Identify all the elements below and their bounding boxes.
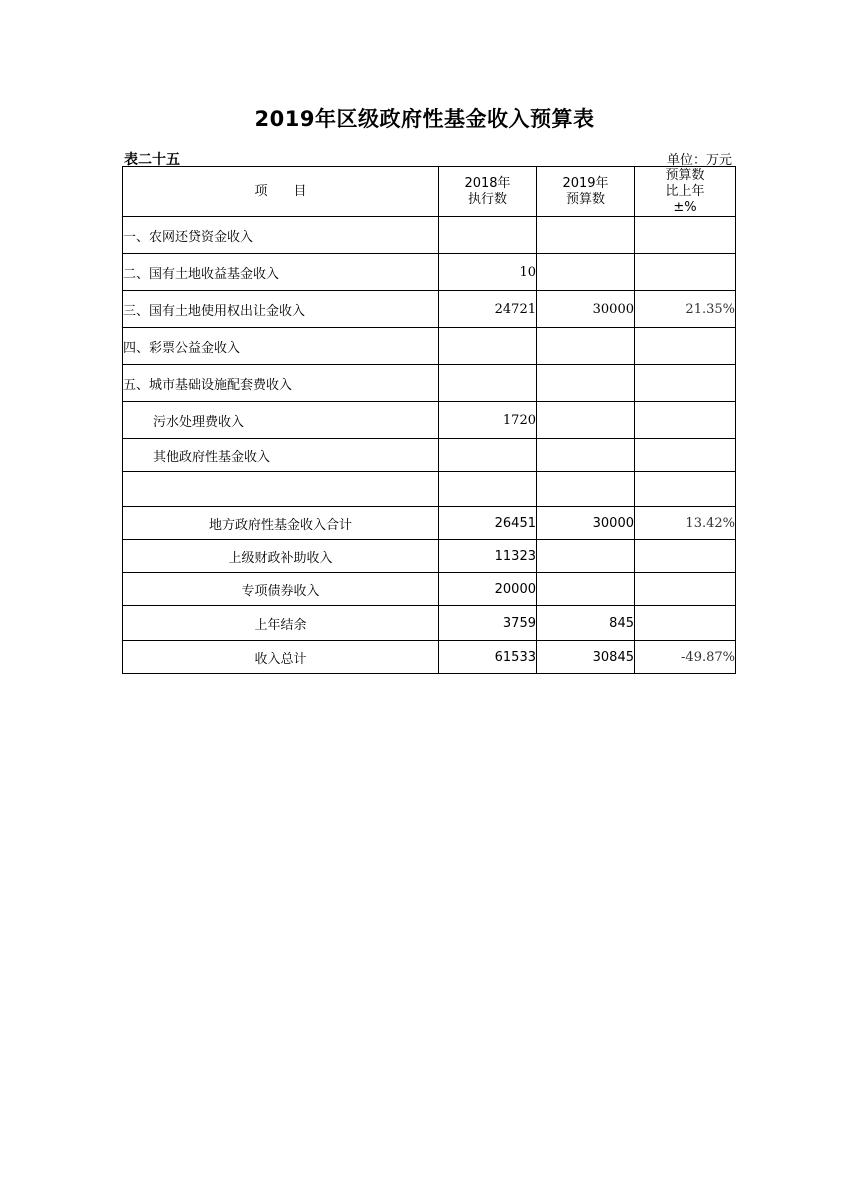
row-item: 污水处理费收入 (123, 402, 439, 439)
row-2018-value (439, 217, 537, 254)
row-item: 二、国有土地收益基金收入 (123, 254, 439, 291)
table-row (123, 540, 736, 573)
table-row (123, 291, 736, 328)
table-row (123, 328, 736, 365)
row-2018-value: 1720 (439, 402, 537, 439)
row-change (635, 402, 736, 439)
row-2019-value (537, 254, 635, 291)
row-change (635, 472, 736, 507)
row-change (635, 439, 736, 472)
row-2018-value (439, 328, 537, 365)
row-item: 三、国有土地使用权出让金收入 (123, 291, 439, 328)
row-2018-value: 61533 (439, 641, 537, 674)
table-row (123, 254, 736, 291)
row-2018-value: 24721 (439, 291, 537, 328)
table-row (123, 573, 736, 606)
table-row (123, 507, 736, 540)
row-2019-value: 845 (537, 606, 635, 641)
row-2019-value: 30000 (537, 291, 635, 328)
row-2019-value (537, 439, 635, 472)
row-change (635, 365, 736, 402)
row-2018-value (439, 472, 537, 507)
row-item: 专项债券收入 (123, 573, 439, 606)
header-row (123, 167, 736, 217)
row-change (635, 606, 736, 641)
row-2019-value (537, 540, 635, 573)
page-title: 2019年区级政府性基金收入预算表 (254, 107, 595, 131)
table-row (123, 439, 736, 472)
row-item: 地方政府性基金收入合计 (123, 507, 439, 540)
row-change: 21.35% (635, 291, 736, 328)
row-2019-value (537, 328, 635, 365)
row-item: 五、城市基础设施配套费收入 (123, 365, 439, 402)
table-row (123, 472, 736, 507)
header-2018-actual: 2018年 执行数 (439, 167, 537, 217)
row-item: 四、彩票公益金收入 (123, 328, 439, 365)
row-2018-value: 3759 (439, 606, 537, 641)
table-row (123, 641, 736, 674)
row-item: 一、农网还贷资金收入 (123, 217, 439, 254)
row-2018-value: 26451 (439, 507, 537, 540)
row-change (635, 328, 736, 365)
header-2019-budget: 2019年 预算数 (537, 167, 635, 217)
row-2018-value (439, 365, 537, 402)
header-change-percent: 预算数 比上年 ±% (635, 167, 736, 217)
row-item: 其他政府性基金收入 (123, 439, 439, 472)
header-item: 项 目 (123, 167, 439, 217)
row-2018-value: 10 (439, 254, 537, 291)
table-number: 表二十五 (124, 152, 180, 168)
row-item: 上年结余 (123, 606, 439, 641)
table-row (123, 606, 736, 641)
row-2019-value (537, 402, 635, 439)
row-change: -49.87% (635, 641, 736, 674)
row-2018-value (439, 439, 537, 472)
row-change (635, 540, 736, 573)
table-row (123, 402, 736, 439)
table-row (123, 217, 736, 254)
row-change: 13.42% (635, 507, 736, 540)
row-item: 收入总计 (123, 641, 439, 674)
unit-label: 单位：万元 (666, 153, 732, 168)
row-2019-value: 30845 (537, 641, 635, 674)
row-change (635, 254, 736, 291)
table-row (123, 365, 736, 402)
row-2018-value: 20000 (439, 573, 537, 606)
budget-table (122, 166, 736, 674)
row-2019-value (537, 365, 635, 402)
row-2018-value: 11323 (439, 540, 537, 573)
row-item: 上级财政补助收入 (123, 540, 439, 573)
row-2019-value: 30000 (537, 507, 635, 540)
row-change (635, 217, 736, 254)
row-2019-value (537, 217, 635, 254)
row-item (123, 472, 439, 507)
row-change (635, 573, 736, 606)
row-2019-value (537, 472, 635, 507)
row-2019-value (537, 573, 635, 606)
